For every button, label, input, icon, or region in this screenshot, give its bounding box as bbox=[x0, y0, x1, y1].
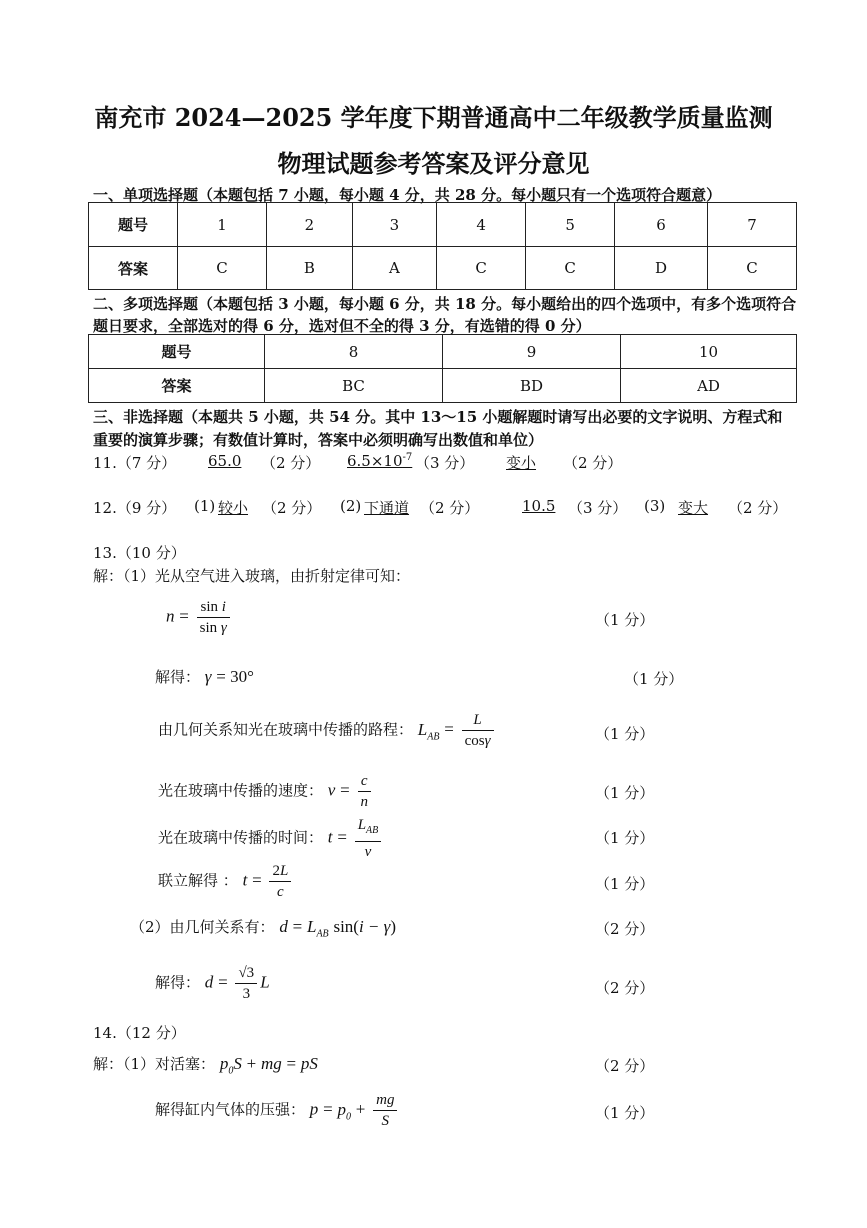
answer-cell: D bbox=[615, 247, 708, 290]
q13-step7: （2）由几何关系有： $d = L_{AB}$ sin(i − γ) bbox=[130, 917, 397, 940]
multi-choice-table bbox=[88, 334, 797, 403]
q13-step8: 解得： d = $\frac{√3}{3}$ L bbox=[155, 965, 270, 1002]
q13-step5: 光在玻璃中传播的时间： t = $\frac{L_{AB}}{v}$ bbox=[158, 815, 384, 862]
q13-points-7: （2 分） bbox=[595, 920, 655, 938]
single-choice-table bbox=[88, 202, 797, 290]
q11-label: 11.（7 分） bbox=[93, 454, 177, 472]
q11-points-2: （3 分） bbox=[415, 454, 475, 472]
answer-cell: C bbox=[526, 247, 615, 290]
question-number: 4 bbox=[437, 203, 526, 247]
q14-step1: 解：（1）对活塞： $p_0S$ + mg = pS bbox=[93, 1054, 318, 1077]
q13-step3: 由几何关系知光在玻璃中传播的路程： $L_{AB}$ = $\frac{L}{\cos\gamma}$ bbox=[158, 710, 497, 751]
q13-points-8: （2 分） bbox=[595, 979, 655, 997]
q11-points-3: （2 分） bbox=[563, 454, 623, 472]
q12-num-4: (3) bbox=[644, 497, 666, 515]
q12-answer-4: 变大 bbox=[678, 499, 709, 517]
answer-cell: BD bbox=[443, 369, 621, 403]
question-number: 9 bbox=[443, 335, 621, 369]
q12-points-3: （3 分） bbox=[568, 499, 628, 517]
q13-step2: 解得： γ = 30° bbox=[155, 667, 254, 686]
question-number: 7 bbox=[707, 203, 796, 247]
q12-points-4: （2 分） bbox=[728, 499, 788, 517]
q13-points-2: （1 分） bbox=[624, 670, 684, 688]
answer-cell: AD bbox=[621, 369, 797, 403]
q12-points-2: （2 分） bbox=[420, 499, 480, 517]
q12-num-1: (1) bbox=[194, 497, 216, 515]
section1-heading: 一、单项选择题（本题包括 7 小题，每小题 4 分，共 28 分。每小题只有一个选项符合题意） bbox=[93, 186, 722, 204]
question-number: 2 bbox=[266, 203, 352, 247]
q12-answer-2: 下通道 bbox=[364, 499, 410, 517]
q12-answer-1: 较小 bbox=[218, 499, 249, 517]
q14-points-2: （1 分） bbox=[595, 1104, 655, 1122]
row-label-number: 题号 bbox=[89, 203, 178, 247]
section3-heading-line1: 三、非选择题（本题共 5 小题，共 54 分。其中 13～15 小题解题时请写出必要的文字说明、方程式和 bbox=[93, 408, 783, 426]
q13-step4: 光在玻璃中传播的速度： v = $\frac{c}{n}$ bbox=[158, 771, 374, 812]
answer-cell: C bbox=[178, 247, 267, 290]
answer-cell: C bbox=[437, 247, 526, 290]
question-number: 3 bbox=[352, 203, 436, 247]
section3-heading-line2: 重要的演算步骤；有数值计算时，答案中必须明确写出数值和单位） bbox=[93, 431, 544, 449]
q11-answer-2: $6.5\times 10^{-7}$ bbox=[347, 452, 413, 470]
q13-label: 13.（10 分） bbox=[93, 544, 186, 562]
question-number: 10 bbox=[621, 335, 797, 369]
section2-heading-line1: 二、多项选择题（本题包括 3 小题，每小题 6 分，共 18 分。每小题给出的四个选项中，有多个选项符合 bbox=[93, 295, 797, 313]
q13-step6: 联立解得 ： t = $\frac{2L}{c}$ bbox=[158, 861, 294, 902]
row-label-answer: 答案 bbox=[89, 369, 265, 403]
row-label-answer: 答案 bbox=[89, 247, 178, 290]
q12-points-1: （2 分） bbox=[262, 499, 322, 517]
question-number: 8 bbox=[265, 335, 443, 369]
q13-points-4: （1 分） bbox=[595, 784, 655, 802]
q11-points-1: （2 分） bbox=[261, 454, 321, 472]
q11-answer-3: 变小 bbox=[506, 454, 537, 472]
q11-answer-1: 65.0 bbox=[208, 452, 242, 470]
answer-cell: A bbox=[352, 247, 436, 290]
question-number: 6 bbox=[615, 203, 708, 247]
q13-points-5: （1 分） bbox=[595, 829, 655, 847]
section2-heading-line2: 题日要求，全部选对的得 6 分，选对但不全的得 3 分，有选错的得 0 分） bbox=[93, 317, 591, 335]
q13-eq-snell: n = $\frac{\text{sin i}}{\text{sin γ}}$ bbox=[166, 597, 233, 638]
page-title: 南充市 2024—2025 学年度下期普通高中二年级教学质量监测 bbox=[94, 103, 773, 132]
q12-label: 12.（9 分） bbox=[93, 499, 177, 517]
answer-cell: BC bbox=[265, 369, 443, 403]
row-label-number: 题号 bbox=[89, 335, 265, 369]
q14-label: 14.（12 分） bbox=[93, 1024, 186, 1042]
q14-points-1: （2 分） bbox=[595, 1057, 655, 1075]
answer-cell: C bbox=[707, 247, 796, 290]
page-subtitle: 物理试题参考答案及评分意见 bbox=[277, 149, 590, 178]
q14-step2: 解得缸内气体的压强： $p = p_0$ + $\frac{mg}{S}$ bbox=[155, 1090, 400, 1131]
q13-points-3: （1 分） bbox=[595, 725, 655, 743]
q12-num-2: (2) bbox=[340, 497, 362, 515]
q13-intro: 解：（1）光从空气进入玻璃，由折射定律可知： bbox=[93, 567, 411, 585]
q13-points-6: （1 分） bbox=[595, 875, 655, 893]
q12-answer-3: 10.5 bbox=[522, 497, 556, 515]
question-number: 1 bbox=[178, 203, 267, 247]
answer-cell: B bbox=[266, 247, 352, 290]
question-number: 5 bbox=[526, 203, 615, 247]
q13-points-1: （1 分） bbox=[595, 611, 655, 629]
